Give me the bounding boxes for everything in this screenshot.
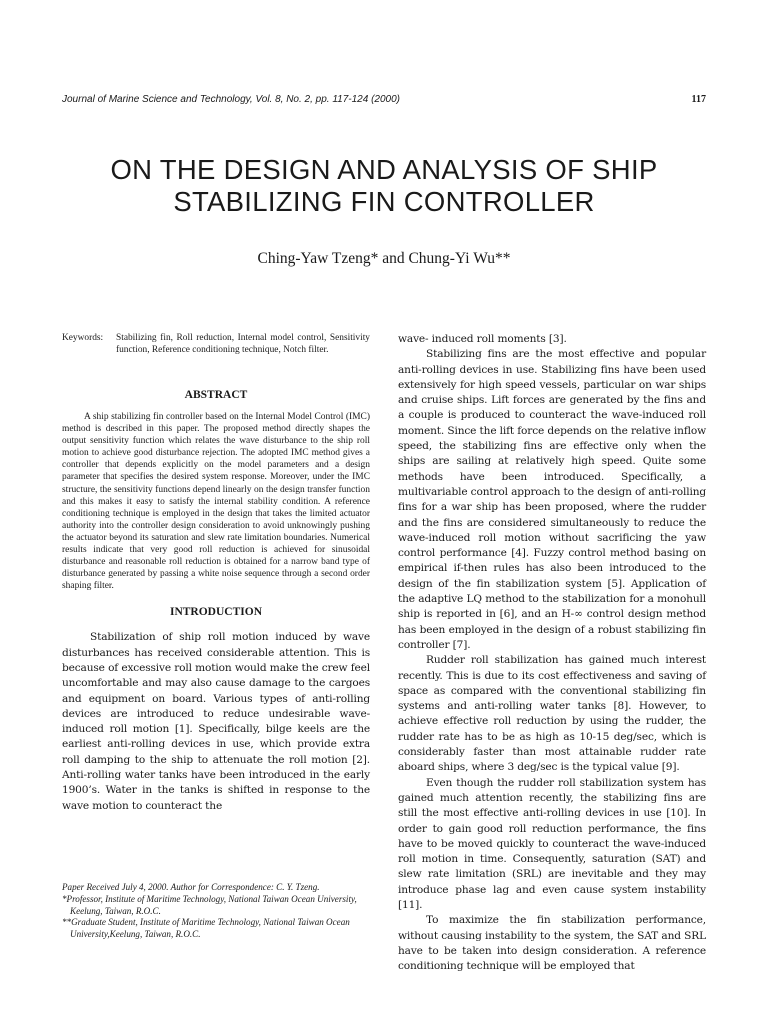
keywords-block bbox=[62, 332, 370, 356]
right-paragraph-2: Rudder roll stabilization has gained much interest recently. This is due to its cost effectiveness and saving of space as compared with the conventional stabilizing fin systems and anti-rolling water tanks [8]. However, to achieve effective roll reduction by using the rudder, the rudder rate has to be as high as 10-15 deg/sec, which is considerably faster than most attainable rudder rate aboard ships, where 3 deg/sec is the typical value [9]. bbox=[398, 654, 706, 774]
title-line-1: ON THE DESIGN AND ANALYSIS OF SHIP bbox=[110, 154, 658, 185]
right-paragraph-4: To maximize the fin stabilization performance, without causing instability to the system, the SAT and SRL have to be taken into design consideration. A reference conditioning technique will be employed that bbox=[398, 914, 706, 973]
right-paragraph-continued: wave- induced roll moments [3]. bbox=[398, 333, 567, 345]
keywords-text: Stabilizing fin, Roll reduction, Internal model control, Sensitivity function, Reference conditioning technique, Notch filter. bbox=[116, 333, 370, 355]
left-column bbox=[62, 332, 370, 814]
right-paragraph-3: Even though the rudder roll stabilization system has gained much attention recently, the stabilizing fins are still the most effective anti-rolling devices in use [10]. In order to gain good roll reduction performance, the fins have to be moved quickly to counteract the wave-induced roll motion in time. Consequently, saturation (SAT) and slew rate limitation (SRL) are inevitable and they may introduce phase lag and even cause system instability [11]. bbox=[398, 776, 706, 911]
footnote-author-2: **Graduate Student, Institute of Maritime Technology, National Taiwan Ocean University,Keelung, Taiwan, R.O.C. bbox=[62, 917, 350, 940]
author-list: Ching-Yaw Tzeng* and Chung-Yi Wu** bbox=[257, 250, 511, 267]
page-number: 117 bbox=[691, 94, 706, 105]
journal-citation: Journal of Marine Science and Technology, Vol. 8, No. 2, pp. 117-124 (2000) bbox=[62, 94, 400, 105]
right-paragraph-1: Stabilizing fins are the most effective and popular anti-rolling devices in use. Stabilizing fins have been used extensively for high speed vessels, particular on war ships and cruise ships. Lift forces are generated by the fins and a couple is produced to counteract the wave-induced roll moment. Since the lift force depends on the relative inflow speed, the stabilizing fins are effective only when the ships are sailing at relatively high speed. Quite some methods have been introduced. Specifically, a multivariable control approach to the design of anti-rolling fins for a war ship has been proposed, where the rudder and the fins are considered simultaneously to reduce the wave-induced roll motion without sacrificing the yaw control performance [4]. Fuzzy control method basing on empirical if-then rules has also been introduced to the design of the fin stabilization system [5]. Application of the adaptive LQ method to the stabilization for a monohull ship is reported in [6], and an H-∞ control design method has been employed in the design of a robust stabilizing fin controller [7]. bbox=[398, 348, 706, 651]
footnote-received: Paper Received July 4, 2000. Author for Correspondence: C. Y. Tzeng. bbox=[62, 882, 320, 892]
abstract-body: A ship stabilizing fin controller based on the Internal Model Control (IMC) method is described in this paper. The proposed method directly shapes the output sensitivity function which relates the wave disturbance to the ship roll motion to achieve good disturbance rejection. The adopted IMC method gives a controller that depends explicitly on the model parameters and a design parameter that specifies the desired system response. Moreover, under the IMC structure, the sensitivity functions depend linearly on the design transfer function and this makes it easy to satisfy the internal stability condition. A reference conditioning technique is employed in the design that takes the limited actuator authority into the controller design consideration to avoid unknowingly pushing the actuator beyond its saturation and slew rate limitation boundaries. Numerical results indicate that very good roll reduction is achieved for sinusoidal disturbance and reasonable roll reduction is obtained for a narrow band type of disturbance generated by passing a white noise sequence through a second order shaping filter. bbox=[62, 412, 370, 592]
introduction-paragraph-1: Stabilization of ship roll motion induced by wave disturbances has received considerable attention. This is because of excessive roll motion would make the crew feel uncomfortable and may also cause damage to the cargoes and equipment on board. Various types of anti-rolling devices are introduced to reduce undesirable wave-induced roll motion [1]. Specifically, bilge keels are the earliest anti-rolling devices in use, which provide extra roll damping to the ship to attenuate the roll motion [2]. Anti-rolling water tanks have been introduced in the early 1900’s. Water in the tanks is shifted in response to the wave motion to counteract the bbox=[62, 631, 370, 812]
abstract-heading: ABSTRACT bbox=[184, 389, 248, 401]
introduction-heading: INTRODUCTION bbox=[169, 606, 262, 619]
keywords-label: Keywords: bbox=[62, 333, 104, 343]
paper-title bbox=[40, 154, 728, 218]
footnotes bbox=[62, 882, 372, 941]
right-column bbox=[398, 332, 706, 974]
footnote-author-1: *Professor, Institute of Maritime Technology, National Taiwan Ocean University, Keelung, Taiwan, R.O.C. bbox=[62, 893, 357, 916]
running-header bbox=[62, 94, 706, 105]
title-line-2: STABILIZING FIN CONTROLLER bbox=[173, 186, 595, 217]
